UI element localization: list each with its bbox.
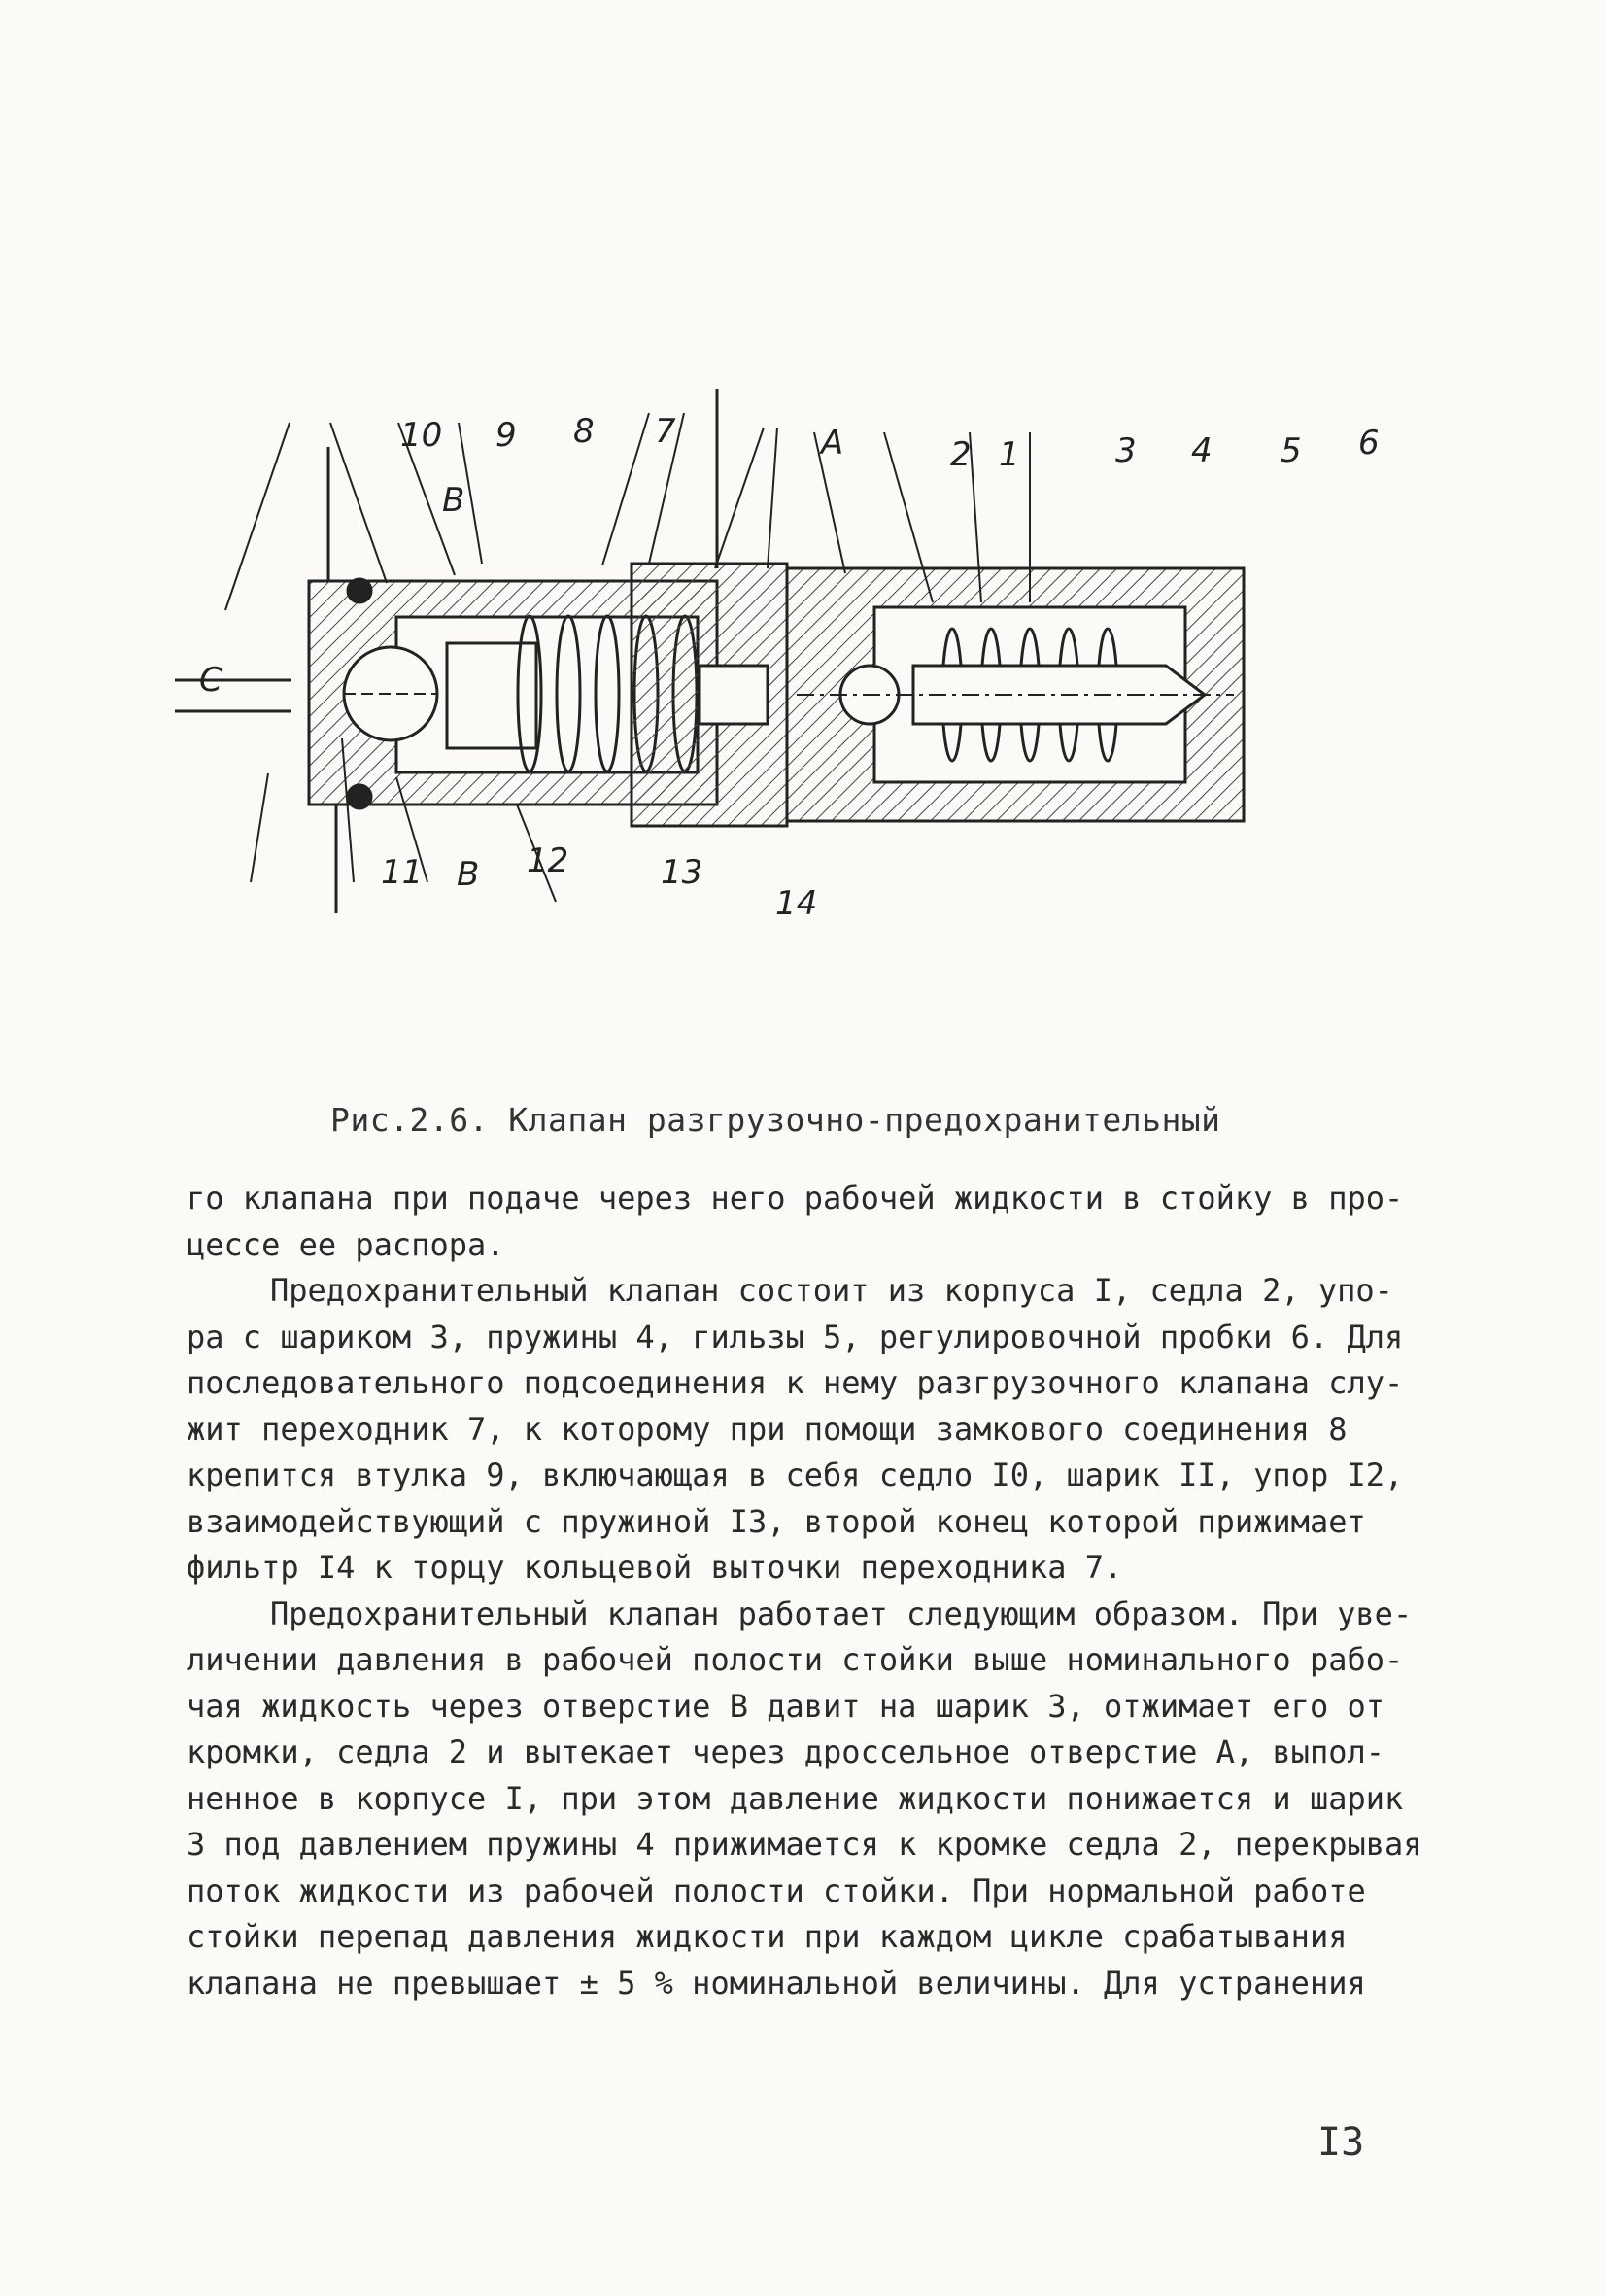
callout-14: 14 [775,884,818,923]
text-line: ненное в корпусе I, при этом давление жидкости понижается и шарик [187,1779,1404,1817]
callout-b-bottom: B [457,855,480,894]
text-line: 3 под давлением пружины 4 прижимается к кромке седла 2, перекрывая [187,1826,1422,1863]
body-text [187,1176,1422,2006]
text-line: взаимодействующий с пружиной I3, второй конец которой прижимает [187,1502,1366,1540]
callout-6: 6 [1358,424,1380,463]
page-number: I3 [1317,2120,1365,2165]
text-line: стойки перепад давления жидкости при каждом цикле срабатывания [187,1918,1348,1955]
callout-10: 10 [400,416,443,455]
text-line: чая жидкость через отверстие В давит на шарик 3, отжимает его от [187,1687,1384,1725]
callout-1: 1 [999,435,1020,474]
callout-13: 13 [661,853,703,892]
text-line: последовательного подсоединения к нему разгрузочного клапана слу- [187,1364,1404,1401]
callout-12: 12 [527,841,569,880]
text-line: фильтр I4 к торцу кольцевой выточки переходника 7. [187,1549,1123,1586]
callout-8: 8 [573,412,595,451]
text-line: личении давления в рабочей полости стойки выше номинального рабо- [187,1641,1404,1678]
callout-3: 3 [1115,431,1137,470]
callout-11: 11 [381,853,424,892]
valve-drawing [175,389,1321,952]
text-line: цессе ее распора. [187,1225,505,1263]
callout-4: 4 [1191,431,1213,470]
text-line: го клапана при подаче через него рабочей жидкости в стойку в про- [187,1180,1404,1217]
text-line: поток жидкости из рабочей полости стойки. При нормальной работе [187,1871,1366,1909]
callout-c: C [199,661,222,700]
callout-7: 7 [655,412,676,451]
figure-caption: Рис.2.6. Клапан разгрузочно-предохранительный [330,1101,1221,1139]
text-line: клапана не превышает ± 5 % номинальной величины. Для устранения [187,1964,1366,2002]
callout-5: 5 [1281,431,1302,470]
text-line: кромки, седла 2 и вытекает через дроссельное отверстие А, выпол- [187,1733,1384,1770]
text-line: ра с шариком 3, пружины 4, гильзы 5, регулировочной пробки 6. Для [187,1318,1404,1355]
valve-cross-section [175,389,1321,952]
text-line: Предохранительный клапан состоит из корпуса I, седла 2, упо- [270,1272,1393,1309]
callout-9: 9 [495,416,517,455]
callout-2: 2 [950,435,972,474]
text-line: крепится втулка 9, включающая в себя седло I0, шарик II, упор I2, [187,1456,1404,1493]
callout-b-top: B [442,481,465,520]
text-line: жит переходник 7, к которому при помощи замкового соединения 8 [187,1410,1348,1448]
text-line: Предохранительный клапан работает следующим образом. При уве- [270,1594,1413,1632]
callout-a: A [821,424,844,463]
